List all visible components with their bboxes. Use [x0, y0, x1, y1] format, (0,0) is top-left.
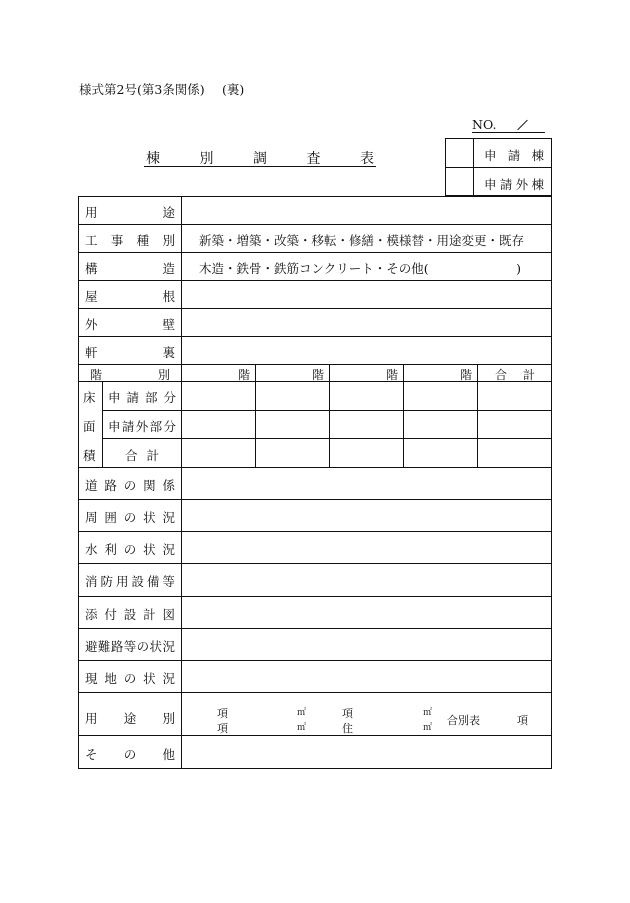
floor-header-total: 合 計: [495, 368, 535, 382]
sqm-2b: ㎡: [423, 723, 433, 733]
kaibetsu-label: 階 別: [90, 368, 170, 382]
gobetsu-hyou: 合別表: [447, 714, 480, 727]
seki-char: 積: [83, 448, 96, 463]
nokiura-value[interactable]: [188, 343, 548, 359]
sqm-1a: ㎡: [297, 708, 307, 718]
shoubou-setsubi-label: 消 防 用 設 備 等: [85, 574, 175, 589]
floor-header-3: 階: [386, 368, 399, 382]
kouji-shubetsu-options[interactable]: 新築・増築・改築・移転・修繕・模様替・用途変更・既存: [199, 233, 525, 248]
page-title: 棟 別 調 査 表: [146, 151, 374, 167]
kouji-shubetsu-label: 工 事 種 別: [85, 233, 175, 248]
gaiheki-label: 外 壁: [85, 317, 175, 332]
number-label: NO.: [472, 117, 497, 132]
youto-value[interactable]: [188, 203, 548, 219]
sonota-label: そ の 他: [85, 747, 175, 762]
yane-label: 屋 根: [85, 289, 175, 304]
floor-header-1: 階: [238, 368, 251, 382]
floor-header-4: 階: [460, 368, 473, 382]
kou-2: 項: [342, 707, 353, 720]
yane-value[interactable]: [188, 287, 548, 303]
number-underline: [472, 132, 545, 133]
side-box-shinsei-tou: 申 請 棟: [484, 148, 544, 163]
form-number: 様式第2号(第3条関係): [79, 82, 205, 97]
back-side-label: (裏): [222, 82, 245, 97]
hinanro-joukyou-label: 避 難 路 等 の 状 況: [85, 639, 175, 654]
goukei-label: 合 計: [125, 448, 159, 463]
yuka-char: 床: [83, 390, 96, 405]
kou-1b: 項: [217, 722, 228, 735]
shinseigai-bubun-label: 申 請 外 部 分: [108, 419, 176, 434]
kouzou-options[interactable]: 木造・鉄骨・鉄筋コンクリート・その他( ): [199, 261, 522, 276]
kou-3: 項: [517, 714, 528, 727]
shinsei-bubun-label: 申 請 部 分: [108, 390, 176, 405]
sqm-2a: ㎡: [423, 708, 433, 718]
kouzou-label: 構 造: [85, 261, 175, 276]
gaiheki-value[interactable]: [188, 315, 548, 331]
nokiura-label: 軒 裏: [85, 345, 175, 360]
genchi-joukyou-label: 現 地 の 状 況: [85, 671, 175, 686]
title-underline: [144, 166, 376, 167]
number-slash: [517, 120, 528, 131]
sqm-1b: ㎡: [297, 723, 307, 733]
kou-1a: 項: [217, 707, 228, 720]
shuui-joukyou-label: 周 囲 の 状 況: [85, 510, 175, 525]
floor-header-2: 階: [312, 368, 325, 382]
jyu: 住: [342, 722, 353, 735]
side-box-shinseigai-tou: 申 請 外 棟: [484, 177, 544, 192]
youto-label: 用 途: [85, 205, 175, 220]
men-char: 面: [83, 419, 96, 434]
douro-kankei-label: 道 路 の 関 係: [85, 478, 175, 493]
youto-betsu-label: 用 途 別: [85, 711, 175, 726]
suiri-joukyou-label: 水 利 の 状 況: [85, 542, 175, 557]
tenpu-sekkeizu-label: 添 付 設 計 図: [85, 607, 175, 622]
